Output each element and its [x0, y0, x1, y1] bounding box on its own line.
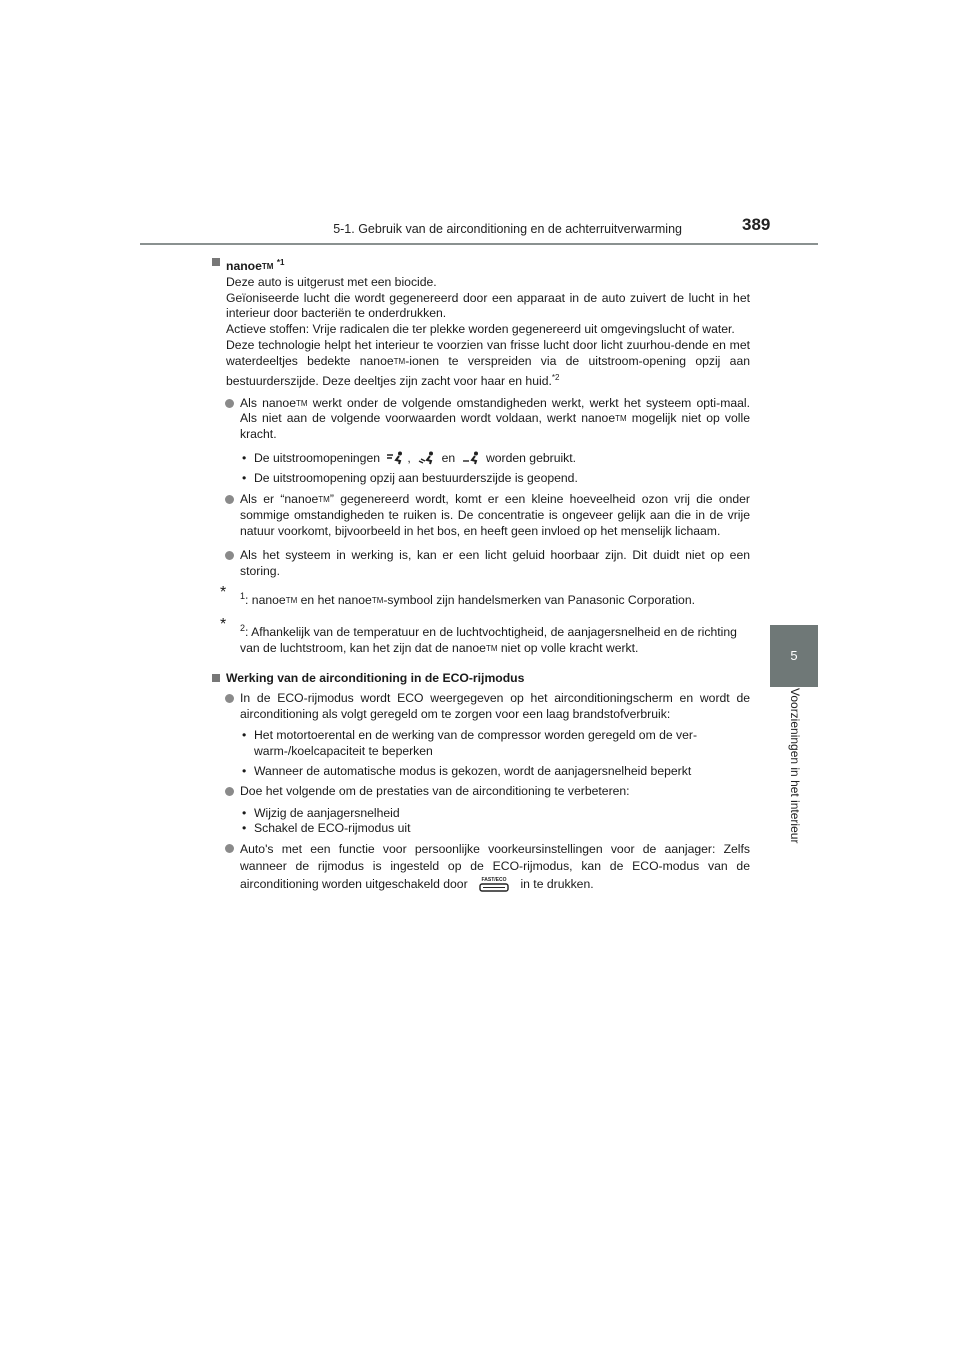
square-bullet-icon [212, 258, 220, 266]
fast-eco-button-label: FAST/ECO [481, 877, 507, 884]
eco-heading: Werking van de airconditioning in de ECO-rijmodus [212, 671, 750, 687]
eco-sub-4: • Schakel de ECO-rijmodus uit [242, 821, 411, 836]
nanoe-sub-2: • De uitstroomopening opzij aan bestuurderszijde is geopend. [242, 470, 578, 485]
chapter-label: Voorzieningen in het interieur [788, 688, 802, 844]
nanoe-heading: nanoeTM $^{*1}$ [212, 255, 750, 275]
eco-bullet-3: Auto's met een functie voor persoonlijke voorkeursinstellingen voor de aanjager: Zelfs wanneer de rijmodus is ingesteld op de ECO-rijmodus, kan de ECO-modus van de airconditioning worden uitgeschakeld door FAST/ECO in te drukken. [212, 841, 750, 893]
vent-face-feet-icon [386, 451, 404, 465]
nanoe-bullet-2: Als er “nanoeTM” gegenereerd wordt, komt er een kleine hoeveelheid ozon vrij die onder sommige omstandigheden te ruiken is. De concentratie is ongeveer gelijk aan die in de vrije natuur voorkomt, bijvoorbeeld in het bos, en heeft geen invloed op het menselijk lichaam. [212, 492, 750, 539]
page-number: 389 [742, 215, 771, 234]
section-title: 5-1. Gebruik van de airconditioning en de achterruitverwarming [333, 222, 682, 236]
header-rule [140, 243, 818, 245]
eco-sub-1: • Het motortoerental en de werking van de compressor worden geregeld om de ver-warm-/koelcapaciteit te beperken [242, 728, 698, 759]
round-bullet-icon [225, 495, 234, 504]
eco-sub-3: • Wijzig de aanjagersnelheid [242, 805, 400, 820]
nanoe-p2: Geïoniseerde lucht die wordt gegenereerd door een apparaat in de auto zuivert de lucht in het interieur door bacteriën te onderdrukken. [226, 290, 750, 321]
eco-bullet-1: In de ECO-rijmodus wordt ECO weergegeven op het airconditioningscherm en wordt de airconditioning als volgt geregeld om te zorgen voor een laag brandstofverbruik: [212, 691, 750, 723]
square-bullet-icon [212, 674, 220, 682]
round-bullet-icon [225, 787, 234, 796]
footnote-1: * $^1$: nanoeTM en het nanoeTM-symbool zijn handelsmerken van Panasonic Corporation. [220, 584, 695, 608]
vent-feet-icon [417, 451, 435, 465]
nanoe-p3: Actieve stoffen: Vrije radicalen die ter plekke worden gegenereerd uit omgevingslucht of water. [226, 322, 735, 337]
page-header [0, 0, 960, 280]
nanoe-p4: Deze technologie helpt het interieur te voorzien van frisse lucht door licht zuurhou-dende en met waterdeeltjes bedekte nanoeTM-ionen te verspreiden via de uitstroom-opening opzij aan bestuurderszijde. Deze deeltjes zijn zacht voor haar en huid.$^{*2}$ [226, 338, 751, 388]
nanoe-sub-1: • De uitstroomopeningen , en worden gebruikt. [242, 450, 577, 465]
page-content [212, 255, 750, 893]
round-bullet-icon [225, 551, 234, 560]
nanoe-p1: Deze auto is uitgerust met een biocide. [226, 274, 437, 289]
footnote-2: * $^2$: Afhankelijk van de temperatuur en de luchtvochtigheid, de aanjagersnelheid en de richting van de luchtstroom, kan het zijn dat de nanoeTM niet op volle kracht werkt. [220, 616, 737, 656]
eco-bullet-2: Doe het volgende om de prestaties van de airconditioning te verbeteren: [212, 784, 750, 800]
eco-sub-2: • Wanneer de automatische modus is gekozen, wordt de aanjagersnelheid beperkt [242, 763, 692, 778]
vent-face-icon [462, 451, 480, 465]
chapter-tab: 5 [770, 625, 818, 687]
round-bullet-icon [225, 844, 234, 853]
nanoe-bullet-1: Als nanoeTM werkt onder de volgende omstandigheden werkt, werkt het systeem opti-maal. Als niet aan de volgende voorwaarden wordt voldaan, werkt nanoeTM mogelijk niet op volle kracht. [212, 396, 750, 443]
round-bullet-icon [225, 694, 234, 703]
nanoe-bullet-3: Als het systeem in werking is, kan er een licht geluid hoorbaar zijn. Dit duidt niet op een storing. [212, 548, 750, 580]
fast-eco-button-icon [477, 875, 511, 893]
round-bullet-icon [225, 399, 234, 408]
